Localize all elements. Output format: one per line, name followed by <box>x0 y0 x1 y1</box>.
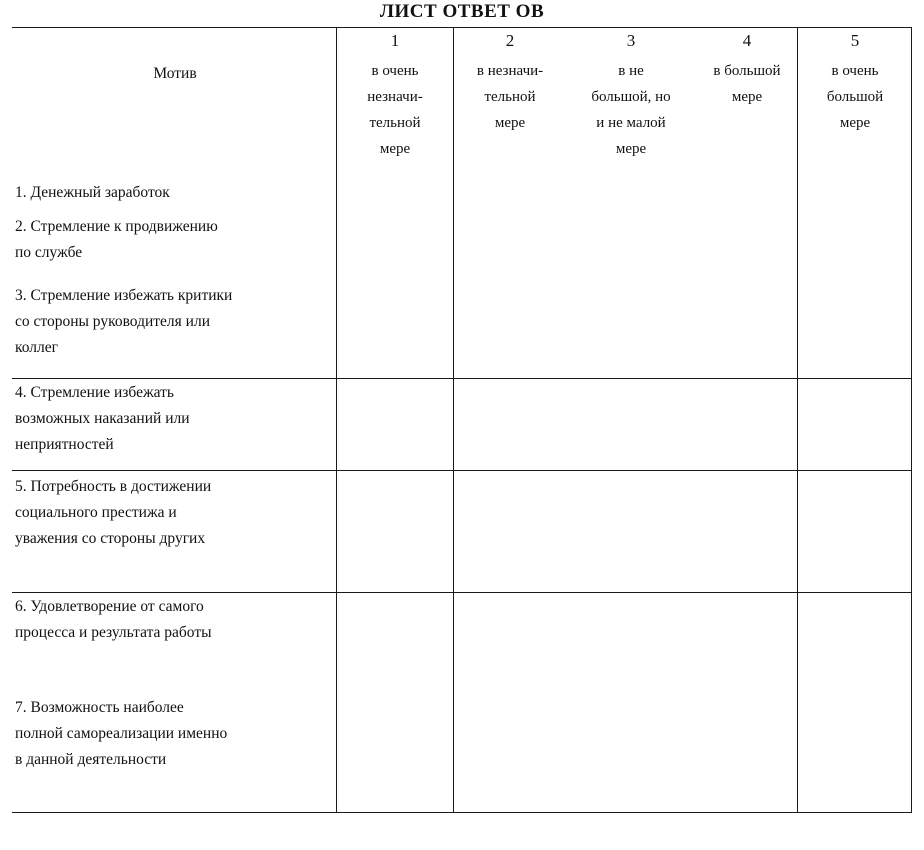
column-number-1: 1 <box>390 31 400 50</box>
column-label-4: в большой мере <box>713 63 781 105</box>
page-title: ЛИСТ ОТВЕТ ОВ <box>379 1 545 22</box>
column-number-5: 5 <box>850 31 860 50</box>
column-number-2: 2 <box>505 31 515 50</box>
row-divider <box>12 470 912 471</box>
column-label-3: в не большой, но и не малой мере <box>591 63 671 157</box>
motive-column-header: Мотив <box>153 65 197 82</box>
motive-item-5: 5. Потребность в достижении социального престижа и уважения со стороны других <box>15 478 212 547</box>
column-number-3: 3 <box>626 31 636 50</box>
motive-item-4: 4. Стремление избежать возможных наказаний или неприятностей <box>15 384 190 453</box>
motive-item-6: 6. Удовлетворение от самого процесса и результата работы <box>15 598 212 641</box>
motive-item-2: 2. Стремление к продвижению по службе <box>15 218 218 261</box>
column-label-2: в незначи- тельной мере <box>476 63 544 131</box>
column-divider <box>797 27 798 813</box>
table-top-border <box>12 27 912 28</box>
motive-item-7: 7. Возможность наиболее полной самореализации именно в данной деятельности <box>15 699 228 768</box>
column-label-1: в очень незначи- тельной мере <box>367 63 423 157</box>
motive-item-3: 3. Стремление избежать критики со стороны руководителя или коллег <box>15 287 233 356</box>
column-label-5: в очень большой мере <box>826 63 884 131</box>
motive-item-1: 1. Денежный заработок <box>15 184 170 201</box>
row-divider <box>12 592 912 593</box>
table-right-border <box>911 27 912 813</box>
column-number-4: 4 <box>742 31 752 50</box>
table-bottom-border <box>12 812 912 813</box>
row-divider <box>12 378 912 379</box>
